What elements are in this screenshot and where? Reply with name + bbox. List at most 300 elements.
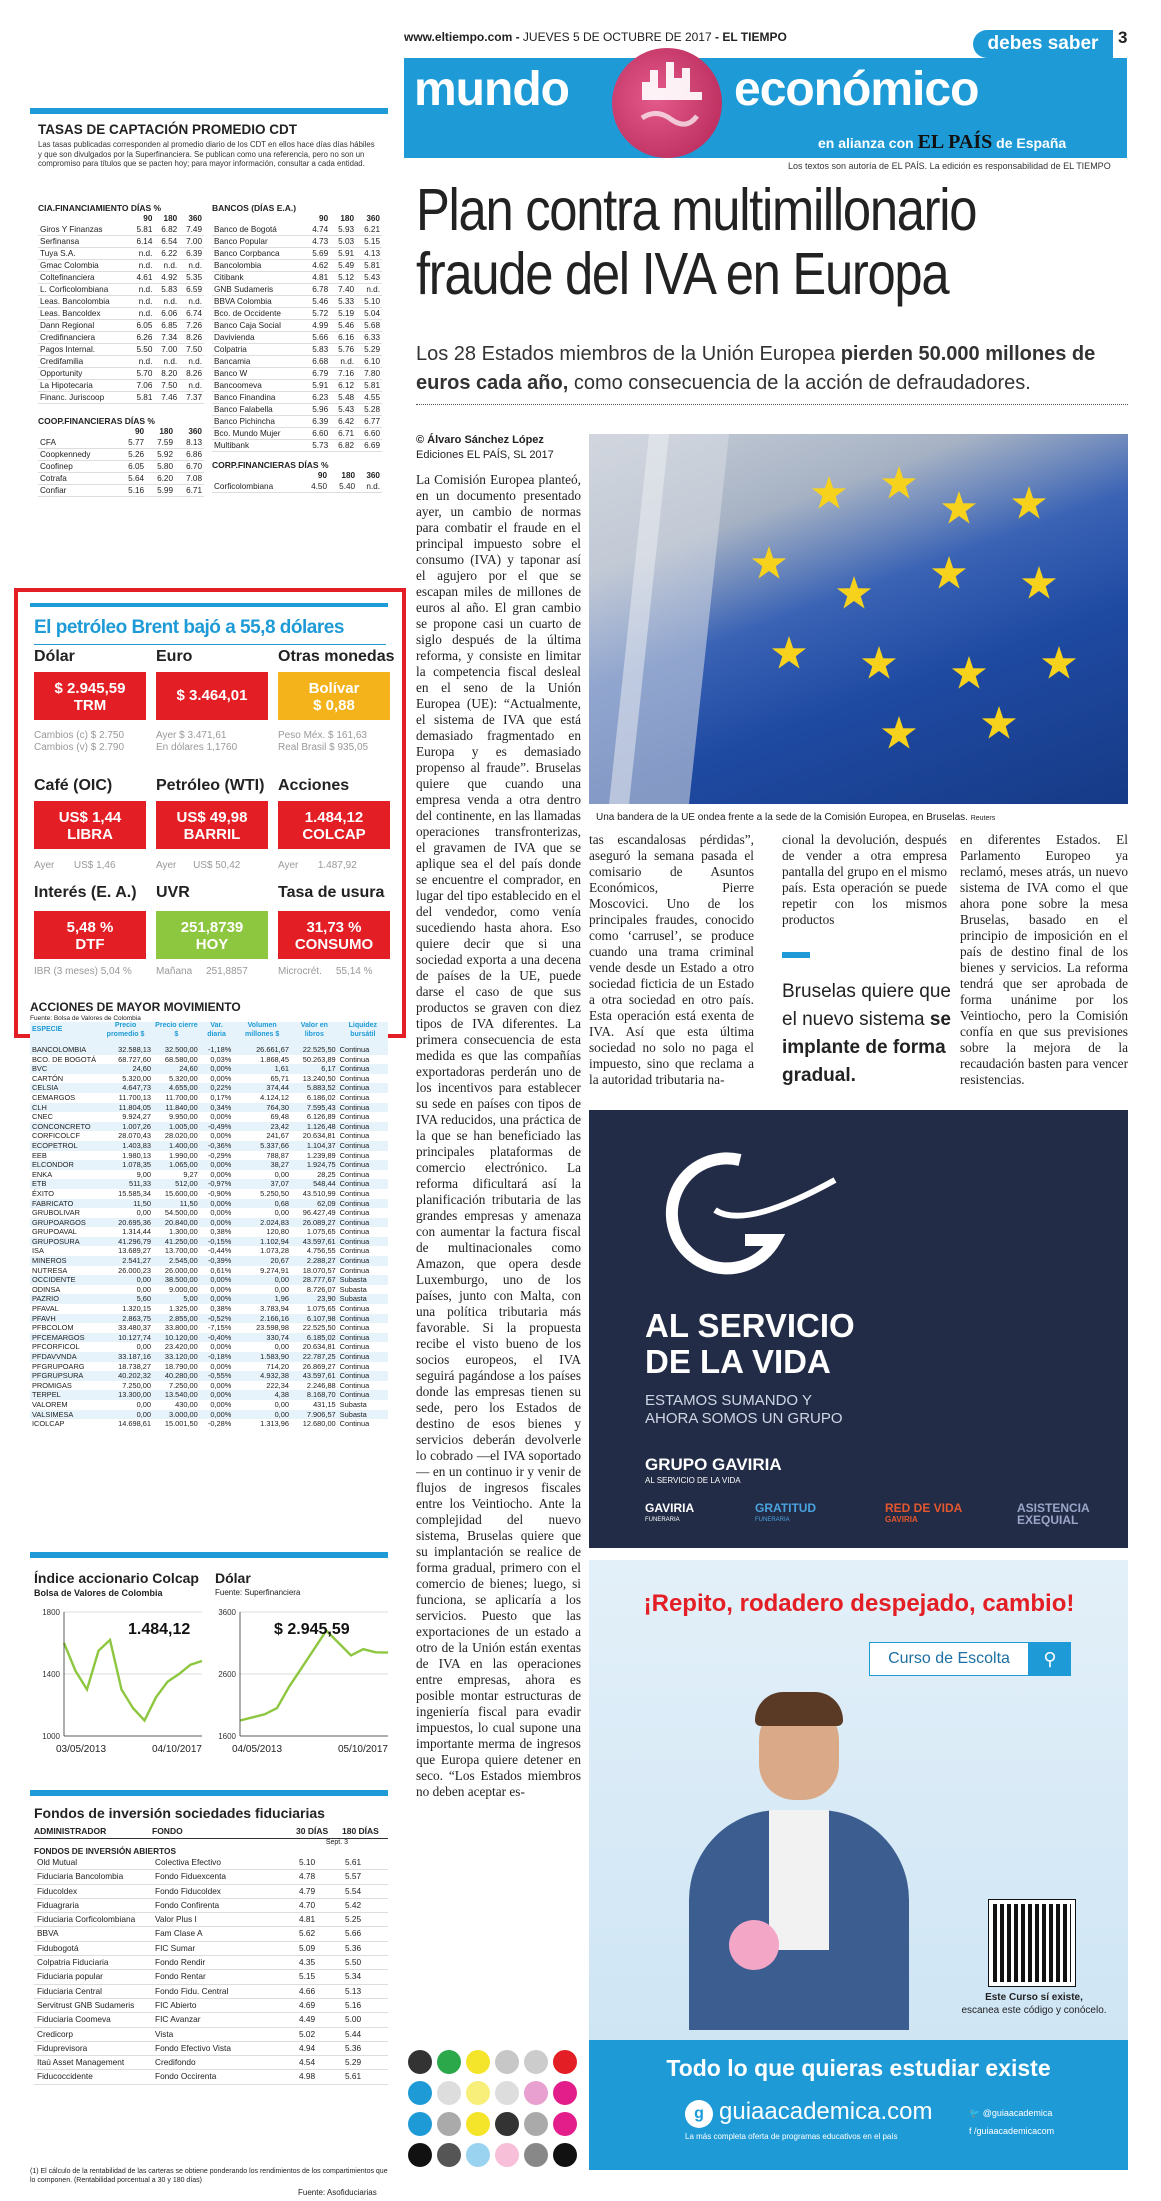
especie-name: EEB bbox=[32, 1150, 47, 1160]
star-icon bbox=[882, 466, 916, 499]
rate-value: 4.13 bbox=[364, 249, 380, 258]
deck-rule bbox=[416, 404, 1128, 405]
wti-sub bbox=[156, 860, 240, 872]
model-shirt bbox=[769, 1810, 829, 1950]
day-header: 180 bbox=[159, 427, 174, 436]
table-row bbox=[30, 1083, 388, 1093]
rate-value: 5.64 bbox=[128, 474, 145, 483]
rate-value: 5.91 bbox=[338, 249, 355, 258]
otras-value2: $ 0,88 bbox=[313, 697, 355, 714]
x-tick-label: 05/10/2017 bbox=[337, 1744, 388, 1755]
acciones-table bbox=[30, 1022, 388, 1429]
guia-twitter[interactable] bbox=[969, 2108, 1052, 2119]
guia-site[interactable]: guiaacademica.com bbox=[719, 2098, 933, 2125]
acciones-value: 9.274,91 bbox=[260, 1265, 289, 1275]
fund-180: 5.34 bbox=[342, 1970, 388, 1984]
acciones-value: 0,61% bbox=[210, 1265, 232, 1275]
acciones-value: Continua bbox=[339, 1361, 370, 1371]
acciones-value: 330,74 bbox=[233, 1333, 291, 1343]
rate-value: 5.35 bbox=[186, 273, 202, 282]
fund-30: 5.02 bbox=[296, 2027, 342, 2041]
otras-value: Bolívar bbox=[308, 680, 360, 697]
table-row bbox=[30, 1045, 388, 1055]
acciones-value: -0,18% bbox=[200, 1352, 234, 1362]
color-swatch bbox=[466, 2081, 490, 2105]
rate-value: 6.21 bbox=[364, 225, 380, 234]
section-badge: debes saber bbox=[973, 30, 1113, 58]
especie-name: PFCORFICOL bbox=[32, 1342, 80, 1352]
dolar-chart-source: Fuente: Superfinanciera bbox=[215, 1588, 301, 1597]
model-hair bbox=[755, 1692, 843, 1726]
acciones-value: 1.005,00 bbox=[153, 1122, 200, 1132]
star-icon bbox=[752, 546, 786, 579]
rate-value: 6.82 bbox=[338, 441, 355, 450]
table-row bbox=[34, 1941, 388, 1955]
fund-name: Fondo Confirenta bbox=[152, 1898, 296, 1912]
day-header: 180 bbox=[340, 214, 355, 223]
fund-name: Fondo Fiducoldex bbox=[152, 1884, 296, 1898]
article-col1: La Comisión Europea planteó, en un documento presentado ayer, un cambio de normas para combatir el fraude en el principal impuesto sobre el consumo (IVA) y taponar así el agujero por el que se escapan miles de millones de euros al año. El gran cambio se propone casi un cuarto de siglo después de la última reforma, y consiste en limitar la competencia fiscal desleal en el seno de la Unión Europea (UE): “Actualmente, el sistema de IVA que está demasiado fragmentado en Europa y es demasiado propenso al fraude”. Bruselas quiere que cuando una empresa venda a otra dentro del continente, en las llamadas operaciones transfronterizas, el gravamen de IVA que se aplique sea el del país donde se encuentre el comprador, en lugar del tipo establecido en el del vendedor, como venía sucediendo hasta ahora. Eso quiere decir que si una sociedad exporta a una decena de países de la UE, puede darse el caso de que sus productos se graven con diez tipos de IVA diferentes. La primera consecuencia de esta medida es que las compañías exportadoras perderán uno de los incentivos para establecer su sede en países con tipos de IVA reducidos, una práctica de la que se han beneficiado las principales plataformas de comercio electrónico. La reforma dificultará así la planificación tributaria de las grandes empresas y amenaza con aumentar la factura fiscal de multinacionales como Amazon, que opera desde Luxemburgo, uno de los países, junto con Malta, con una política tributaria más favorable. Si la propuesta recibe el visto bueno de los socios europeos, el IVA seguirá pagándose a los países donde las empresas tienen su sede, pero los Estados de destino de esos bienes y servicios deberán devolverle lo cobrado —el IVA soportado— en un continuo ir y venir de flujos de ingresos fiscales entre los Veintiocho. Ante la complejidad del nuevo sistema, Bruselas quiere que su implantación se realice de forma gradual, primero con el comercio de bienes; luego, si funciona, se aplicaría a los servicios. Puesto que las exportaciones de un estado a otro de la Unión están exentas de IVA en las operaciones entre empresas, ahora es posible montar estructuras de ingeniería fiscal para evadir impuestos, lo cual supone una importante merma de ingresos que Europa quiere detener en seco. “Los Estados miembros no deben aceptar es- bbox=[416, 472, 581, 1799]
entity-name: Leas. Bancolombia bbox=[40, 297, 110, 306]
acciones-value: -0,39% bbox=[200, 1256, 234, 1266]
blank-cell bbox=[38, 213, 130, 224]
entity-name: Banco Falabella bbox=[214, 405, 273, 414]
acciones-value: 0,38% bbox=[210, 1304, 232, 1314]
dolar-chart bbox=[212, 1600, 390, 1760]
acciones-value: 764,30 bbox=[233, 1103, 291, 1113]
table-row bbox=[34, 1913, 388, 1927]
acciones-value: 1,61 bbox=[233, 1064, 291, 1074]
entity-name: GNB Sudameris bbox=[214, 285, 274, 294]
fund-name: Fondo Occirenta bbox=[152, 2070, 296, 2084]
fund-30: 5.10 bbox=[296, 1856, 342, 1870]
table-row bbox=[34, 2027, 388, 2041]
acciones-value: 23,90 bbox=[291, 1294, 338, 1304]
acciones-value: 11.840,00 bbox=[153, 1103, 200, 1113]
rate-value: 5.72 bbox=[312, 309, 329, 318]
cafe-sub bbox=[34, 860, 116, 872]
acciones-value: 11.700,13 bbox=[118, 1092, 152, 1102]
acciones-title: ACCIONES DE MAYOR MOVIMIENTO bbox=[30, 1000, 241, 1014]
rate-value: 4.55 bbox=[364, 393, 380, 402]
acciones-value: 1.403,83 bbox=[98, 1141, 153, 1151]
table-row bbox=[34, 1998, 388, 2012]
fund-180: 5.36 bbox=[342, 2041, 388, 2055]
rate-value: 6.78 bbox=[312, 285, 329, 294]
eu-flag-photo bbox=[589, 434, 1128, 804]
rate-value: n.d. bbox=[138, 249, 153, 258]
acciones-value: 0,00% bbox=[200, 1160, 234, 1170]
acciones-value: 10.127,74 bbox=[98, 1333, 153, 1343]
wti-unit: BARRIL bbox=[183, 826, 241, 843]
guia-search-input[interactable]: Curso de Escolta bbox=[869, 1642, 1029, 1676]
acciones-value: 54.500,00 bbox=[164, 1208, 198, 1218]
star-icon bbox=[1042, 646, 1076, 679]
table-row bbox=[30, 1141, 388, 1151]
cafe-label: Café (OIC) bbox=[34, 777, 113, 794]
gaviria-group: GRUPO GAVIRIA bbox=[645, 1455, 782, 1474]
acciones-value: 2.541,27 bbox=[98, 1256, 153, 1266]
deck-b: pierden 50.000 millones de euros cada año, bbox=[416, 343, 1096, 394]
entity-name: Coofinep bbox=[40, 462, 73, 471]
acciones-value: Continua bbox=[339, 1112, 370, 1122]
rate-value: 4.99 bbox=[312, 321, 329, 330]
rate-value: 7.37 bbox=[186, 393, 202, 402]
acciones-value: 65,71 bbox=[270, 1073, 289, 1083]
interes-value: 5,48 % bbox=[66, 919, 114, 936]
wti-value: US$ 49,98 bbox=[176, 809, 248, 826]
guia-facebook[interactable] bbox=[969, 2126, 1054, 2136]
rate-value: 5.03 bbox=[338, 237, 355, 246]
acciones-value: Subasta bbox=[339, 1284, 367, 1294]
interes-l1: IBR (3 meses) bbox=[34, 966, 98, 977]
table-row bbox=[34, 1884, 388, 1898]
acciones-label: Acciones bbox=[278, 777, 350, 794]
acciones-sub bbox=[278, 860, 357, 872]
acciones-value: 15.600,00 bbox=[164, 1188, 198, 1198]
acciones-value: 1.073,28 bbox=[260, 1246, 289, 1256]
rate-value: 5.80 bbox=[157, 462, 174, 471]
charts-top-rule bbox=[30, 1552, 388, 1558]
table-row bbox=[30, 1410, 388, 1420]
color-swatch bbox=[466, 2143, 490, 2167]
acciones-value: 0,68 bbox=[233, 1199, 291, 1209]
acciones-value: 6.107,98 bbox=[291, 1314, 338, 1324]
rate-value: 6.33 bbox=[364, 333, 380, 342]
entity-name: L. Corficolombiana bbox=[40, 285, 109, 294]
search-icon[interactable]: ⚲ bbox=[1029, 1642, 1071, 1676]
rate-value: n.d. bbox=[188, 357, 202, 366]
byline: © Álvaro Sánchez López bbox=[416, 434, 544, 446]
rate-value: 5.91 bbox=[312, 381, 329, 390]
acciones-value: 1.990,00 bbox=[168, 1150, 198, 1160]
rate-value: 5.99 bbox=[157, 486, 174, 495]
wti-l1: Ayer bbox=[156, 860, 177, 871]
acciones-value: 4.932,38 bbox=[233, 1371, 291, 1381]
fund-180: 5.61 bbox=[342, 1856, 388, 1870]
rate-row bbox=[212, 284, 382, 296]
acciones-value: 68.727,60 bbox=[118, 1054, 152, 1064]
entity-name: Gmac Colombia bbox=[40, 261, 99, 270]
alliance-text: en alianza con bbox=[818, 135, 914, 151]
gaviria-l4: AHORA SOMOS UN GRUPO bbox=[645, 1410, 843, 1427]
acciones-value: 1.868,45 bbox=[260, 1054, 289, 1064]
acciones-value: 2.863,75 bbox=[98, 1314, 153, 1324]
acciones-value: 2.545,00 bbox=[153, 1256, 200, 1266]
rate-value: n.d. bbox=[366, 285, 380, 294]
acciones-value: 20.634,81 bbox=[302, 1342, 336, 1352]
table-row bbox=[30, 1179, 388, 1189]
acciones-value: 1.980,13 bbox=[122, 1150, 152, 1160]
acciones-value: 26.089,27 bbox=[291, 1218, 338, 1228]
acciones-value: 0,00% bbox=[210, 1342, 232, 1352]
entity-name: Opportunity bbox=[40, 369, 83, 378]
color-swatch bbox=[524, 2050, 548, 2074]
acciones-value: 0,00% bbox=[210, 1131, 232, 1141]
rate-value: 5.81 bbox=[136, 393, 153, 402]
especie-name: CONCONCRETO bbox=[30, 1122, 98, 1132]
b3: RED DE VIDA bbox=[885, 1501, 963, 1515]
rate-row bbox=[38, 368, 204, 380]
acciones-value: Continua bbox=[339, 1323, 370, 1333]
brand-left: mundo bbox=[414, 63, 569, 116]
rate-value: 6.39 bbox=[312, 417, 329, 426]
guia-ad[interactable] bbox=[589, 1560, 1128, 2170]
rate-row bbox=[38, 485, 204, 497]
acciones-value: 1.484,12 bbox=[304, 809, 364, 826]
table-row bbox=[30, 1246, 388, 1256]
site-url[interactable]: www.eltiempo.com bbox=[404, 30, 513, 44]
rate-value: 5.29 bbox=[364, 345, 380, 354]
table-row bbox=[30, 1074, 388, 1084]
dolar-value: $ 2.945,59 bbox=[54, 680, 126, 697]
table-row bbox=[30, 1131, 388, 1141]
table-row bbox=[30, 1103, 388, 1113]
x-tick-label: 04/05/2013 bbox=[232, 1744, 283, 1755]
table-row bbox=[30, 1266, 388, 1276]
entity-name: Coltefinanciera bbox=[40, 273, 95, 282]
acciones-value: 0,00 bbox=[274, 1208, 289, 1218]
data-label: $ 2.945,59 bbox=[274, 1621, 350, 1638]
table-row bbox=[30, 1218, 388, 1228]
rate-value: n.d. bbox=[163, 357, 178, 366]
color-swatch bbox=[437, 2050, 461, 2074]
rate-value: 4.74 bbox=[312, 225, 329, 234]
table-row bbox=[34, 2013, 388, 2027]
acciones-value: 511,33 bbox=[98, 1179, 153, 1189]
acciones-value: 430,00 bbox=[175, 1399, 198, 1409]
rate-value: 5.40 bbox=[339, 482, 356, 491]
rate-row bbox=[38, 284, 204, 296]
rate-row bbox=[212, 320, 382, 332]
rate-value: 5.10 bbox=[364, 297, 380, 306]
guia-site-sub: La más completa oferta de programas educativos en el país bbox=[685, 2132, 898, 2141]
acciones-value: 431,15 bbox=[313, 1399, 336, 1409]
acciones-value: 15.585,34 bbox=[118, 1188, 152, 1198]
acciones-value: 2.166,16 bbox=[233, 1314, 291, 1324]
brand-red-de-vida bbox=[885, 1502, 962, 1526]
days-header bbox=[38, 426, 204, 437]
y-tick-label: 1600 bbox=[218, 1732, 236, 1741]
acciones-value: Continua bbox=[339, 1054, 370, 1064]
star-icon bbox=[812, 476, 846, 509]
acciones-header-row bbox=[30, 1022, 388, 1045]
acciones-value: Continua bbox=[338, 1333, 388, 1343]
acciones-value: 0,34% bbox=[200, 1103, 234, 1113]
uvr-v1: 251,8857 bbox=[206, 966, 248, 977]
acciones-value: -0,40% bbox=[200, 1333, 234, 1343]
acciones-value: 1.400,00 bbox=[153, 1141, 200, 1151]
rate-value: 6.59 bbox=[186, 285, 202, 294]
entity-name: BBVA Colombia bbox=[214, 297, 272, 306]
acciones-value: 43.597,61 bbox=[291, 1371, 338, 1381]
entity-name: Multibank bbox=[214, 441, 250, 450]
acciones-value: 548,44 bbox=[291, 1179, 338, 1189]
usura-value: 31,73 % bbox=[306, 919, 362, 936]
acciones-value: 0,00% bbox=[210, 1208, 232, 1218]
acciones-value: 0,00 bbox=[233, 1410, 291, 1420]
acciones-value: 0,00% bbox=[200, 1294, 234, 1304]
acciones-value: Continua bbox=[339, 1150, 370, 1160]
table-row bbox=[30, 1093, 388, 1103]
fondos-sept: Sept. 3 bbox=[325, 1839, 348, 1846]
acciones-value: 714,20 bbox=[266, 1361, 289, 1371]
page-number: 3 bbox=[1118, 28, 1128, 47]
coop-grid bbox=[38, 426, 204, 497]
rate-row bbox=[38, 437, 204, 449]
table-row bbox=[30, 1362, 388, 1372]
acciones-value: 0,00% bbox=[210, 1112, 232, 1122]
rate-value: 6.85 bbox=[161, 321, 178, 330]
acciones-value: 43.597,61 bbox=[291, 1237, 338, 1247]
markets-headline: El petróleo Brent bajó a 55,8 dólares bbox=[34, 617, 344, 638]
acciones-value: 7.906,57 bbox=[291, 1410, 338, 1420]
cf-title: CIA.FINANCIAMIENTO DÍAS % bbox=[38, 203, 162, 213]
acciones-value: 9,27 bbox=[183, 1169, 198, 1179]
brand-right: económico bbox=[734, 63, 979, 116]
cf-table bbox=[38, 203, 204, 497]
acciones-value: 15.001,50 bbox=[164, 1419, 198, 1429]
fund-name: FIC Avanzar bbox=[152, 2013, 296, 2027]
fondos-h-admin: ADMINISTRADOR bbox=[34, 1826, 107, 1836]
rate-value: 6.42 bbox=[338, 417, 355, 426]
y-tick-label: 2600 bbox=[218, 1670, 236, 1679]
acciones-value: 0,38% bbox=[210, 1227, 232, 1237]
table-row bbox=[30, 1275, 388, 1285]
rate-row bbox=[212, 481, 382, 493]
rate-value: 4.81 bbox=[312, 273, 329, 282]
acciones-value: Continua bbox=[338, 1103, 388, 1113]
acciones-value: 0,00 bbox=[274, 1284, 289, 1294]
qr-code-icon[interactable] bbox=[989, 1900, 1075, 1986]
entity-name: Corficolombiana bbox=[214, 482, 274, 491]
rate-value: 5.46 bbox=[338, 321, 355, 330]
color-swatch bbox=[466, 2112, 490, 2136]
fondos-source: Fuente: Asofiduciarias bbox=[298, 2188, 377, 2197]
color-swatch bbox=[466, 2050, 490, 2074]
acciones-value: 22.525,50 bbox=[302, 1323, 336, 1333]
rate-row bbox=[212, 380, 382, 392]
acciones-value: 5.250,50 bbox=[260, 1188, 289, 1198]
acciones-value: Continua bbox=[339, 1380, 370, 1390]
acciones-value: Continua bbox=[338, 1199, 388, 1209]
fund-admin: Servitrust GNB Sudameris bbox=[34, 1998, 152, 2012]
wti-label: Petróleo (WTI) bbox=[156, 777, 265, 794]
blank-cell bbox=[38, 426, 117, 437]
y-tick-label: 1400 bbox=[42, 1670, 60, 1679]
acciones-value: Continua bbox=[338, 1371, 388, 1381]
rate-value: 6.05 bbox=[136, 321, 153, 330]
rate-row bbox=[38, 449, 204, 461]
rate-value: 6.60 bbox=[364, 429, 380, 438]
day-header: 180 bbox=[341, 471, 356, 480]
spain-text: de España bbox=[996, 135, 1067, 151]
rate-row bbox=[212, 368, 382, 380]
color-swatch bbox=[408, 2143, 432, 2167]
table-row bbox=[30, 1381, 388, 1391]
acciones-value: 1.007,26 bbox=[98, 1122, 153, 1132]
rate-value: 5.12 bbox=[338, 273, 355, 282]
rate-value: 5.28 bbox=[364, 405, 380, 414]
especie-name: BCO. DE BOGOTÁ bbox=[32, 1054, 97, 1064]
dolar-box bbox=[34, 672, 146, 720]
fund-180: 5.36 bbox=[342, 1941, 388, 1955]
colcap-title: Índice accionario Colcap bbox=[34, 1570, 199, 1586]
rate-value: n.d. bbox=[138, 357, 153, 366]
y-tick-label: 1800 bbox=[42, 1608, 60, 1617]
uvr-label: UVR bbox=[156, 884, 190, 901]
rate-row bbox=[212, 308, 382, 320]
acciones-value: 43.510,99 bbox=[302, 1188, 336, 1198]
acciones-value: 8.168,70 bbox=[291, 1390, 338, 1400]
acciones-box bbox=[278, 801, 390, 849]
article-deck bbox=[416, 340, 1116, 398]
rate-value: 6.86 bbox=[186, 450, 202, 459]
rate-value: 5.46 bbox=[312, 297, 329, 306]
day-header: 180 bbox=[163, 214, 178, 223]
otras-box bbox=[278, 672, 390, 720]
acciones-value: 1.126,48 bbox=[291, 1122, 338, 1132]
especie-name: GRUPOAVAL bbox=[32, 1227, 77, 1237]
cf-grid bbox=[38, 213, 204, 404]
rate-row bbox=[212, 248, 382, 260]
entity-name: Bancolombia bbox=[214, 261, 262, 270]
acciones-value: Continua bbox=[339, 1169, 370, 1179]
uvr-unit: HOY bbox=[195, 936, 229, 953]
acciones-value: 6.185,02 bbox=[291, 1333, 338, 1343]
color-swatch bbox=[553, 2112, 577, 2136]
rate-value: n.d. bbox=[138, 309, 153, 318]
cafe-box bbox=[34, 801, 146, 849]
deck-a: Los 28 Estados miembros de la Unión Europea bbox=[416, 343, 841, 365]
acciones-value: 2.246,88 bbox=[306, 1380, 336, 1390]
gaviria-ad[interactable] bbox=[589, 1110, 1128, 1548]
acciones-value: 7.595,43 bbox=[291, 1103, 338, 1113]
fund-name: Fondo Rendir bbox=[152, 1956, 296, 1970]
day-header: 360 bbox=[366, 471, 380, 480]
acciones-value: 13.300,00 bbox=[98, 1390, 153, 1400]
acciones-value: 0,22% bbox=[200, 1083, 234, 1093]
acciones-value: -0,90% bbox=[207, 1188, 232, 1198]
acciones-value: Subasta bbox=[338, 1275, 388, 1285]
days-header bbox=[38, 213, 204, 224]
euro-value: $ 3.464,01 bbox=[176, 687, 248, 704]
especie-name: ISA bbox=[32, 1246, 44, 1256]
color-swatch bbox=[524, 2143, 548, 2167]
rate-value: n.d. bbox=[163, 261, 178, 270]
table-row bbox=[34, 2041, 388, 2055]
fondos-header bbox=[34, 1826, 388, 1839]
rate-value: 5.76 bbox=[338, 345, 355, 354]
qr-text2: escanea este código y conócelo. bbox=[961, 2005, 1107, 2016]
table-row bbox=[30, 1237, 388, 1247]
table-row bbox=[30, 1400, 388, 1410]
rate-row bbox=[38, 296, 204, 308]
acciones-value: Continua bbox=[338, 1083, 388, 1093]
star-icon bbox=[952, 656, 986, 689]
acciones-value: Continua bbox=[338, 1352, 388, 1362]
deck-c: como consecuencia de la acción de defraudadores. bbox=[568, 372, 1031, 394]
dolar-l2: Cambios (v) bbox=[34, 742, 88, 753]
acciones-value: 7.250,00 bbox=[122, 1380, 152, 1390]
acciones-value: Continua bbox=[339, 1188, 370, 1198]
acciones-value: 28,25 bbox=[317, 1169, 336, 1179]
acciones-value: Continua bbox=[338, 1218, 388, 1228]
acciones-header-cell: Liquidez bursátil bbox=[338, 1022, 388, 1045]
color-swatch bbox=[437, 2112, 461, 2136]
acciones-value: Continua bbox=[338, 1141, 388, 1151]
fund-180: 5.50 bbox=[342, 1956, 388, 1970]
